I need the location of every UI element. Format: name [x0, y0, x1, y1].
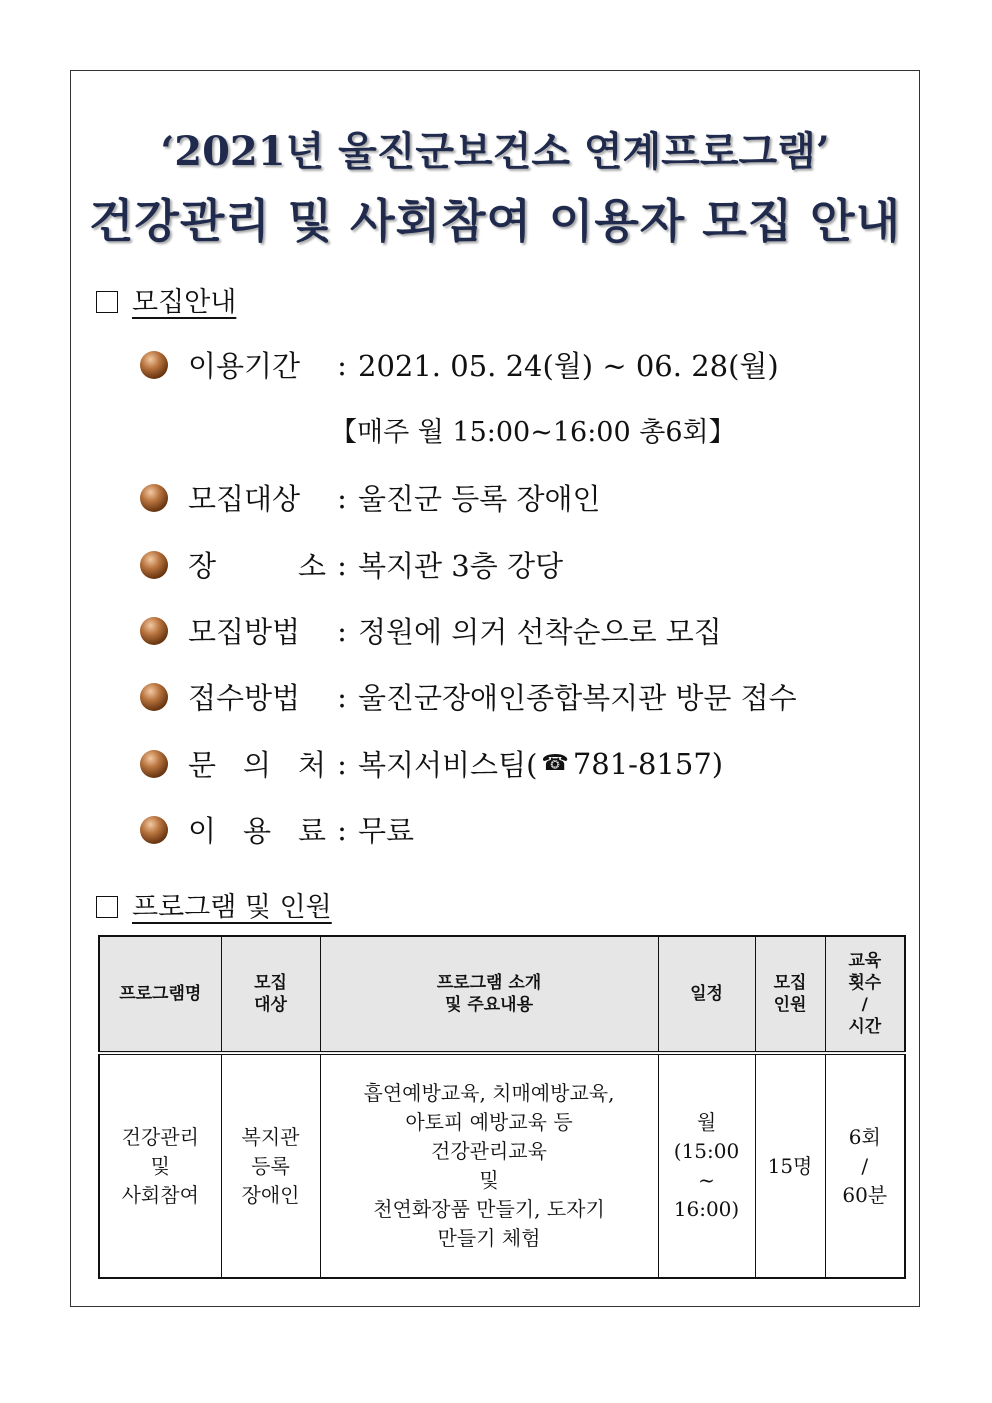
- telephone-icon: ☎: [541, 751, 569, 776]
- cell-program-name: 건강관리 및 사회참여: [99, 1053, 221, 1278]
- table-row: [99, 1053, 905, 1278]
- info-item-place: 장 소 : 복지관 3층 강당: [140, 544, 563, 585]
- info-value: 울진군 등록 장애인: [358, 482, 601, 516]
- cell-schedule: 월 (15:00 ~ 16:00): [658, 1053, 755, 1278]
- header-program-name: 프로그램명: [99, 936, 221, 1053]
- cell-capacity: 15명: [755, 1053, 825, 1278]
- bullet-icon: [140, 750, 168, 778]
- header-target: 모집 대상: [221, 936, 320, 1053]
- cell-sessions: 6회 / 60분: [825, 1053, 905, 1278]
- title-line-2: 건강관리 및 사회참여 이용자 모집 안내: [88, 194, 902, 248]
- header-capacity: 모집 인원: [755, 936, 825, 1053]
- info-item-method: 모집방법 : 정원에 의거 선착순으로 모집: [140, 610, 722, 651]
- bullet-icon: [140, 351, 168, 379]
- cell-description: 흡연예방교육, 치매예방교육, 아토피 예방교육 등 건강관리교육 및 천연화장품 만들기, 도자기 만들기 체험: [320, 1053, 658, 1278]
- title-line-1: ‘2021년 울진군보건소 연계프로그램’: [160, 128, 830, 175]
- info-item-reception: 접수방법 : 울진군장애인종합복지관 방문 접수: [140, 676, 797, 717]
- program-table: [98, 935, 906, 1279]
- section-heading-recruitment: 모집안내: [96, 280, 236, 319]
- info-value-prefix: 복지서비스팀(: [358, 748, 538, 782]
- header-description: 프로그램 소개 및 주요내용: [320, 936, 658, 1053]
- info-value-suffix: 781-8157): [572, 746, 724, 781]
- bullet-icon: [140, 551, 168, 579]
- cell-target: 복지관 등록 장애인: [221, 1053, 320, 1278]
- bullet-icon: [140, 484, 168, 512]
- info-item-contact: 문 의 처 : 복지서비스팀( ☎ 781-8157): [140, 743, 723, 784]
- info-item-target: 모집대상 : 울진군 등록 장애인: [140, 477, 601, 518]
- info-item-period: 이용기간 : 2021. 05. 24(월) ~ 06. 28(월): [140, 344, 779, 385]
- bullet-icon: [140, 816, 168, 844]
- bullet-icon: [140, 683, 168, 711]
- info-value: 울진군장애인종합복지관 방문 접수: [358, 681, 797, 715]
- info-value: 정원에 의거 선착순으로 모집: [358, 615, 722, 649]
- section-heading-program: 프로그램 및 인원: [96, 885, 332, 924]
- checkbox-square-icon: [96, 896, 118, 918]
- checkbox-square-icon: [96, 291, 118, 313]
- schedule-note: 【매주 월 15:00~16:00 총6회】: [330, 417, 736, 448]
- table-header-row: [99, 936, 905, 1053]
- info-value: 2021. 05. 24(월) ~ 06. 28(월): [358, 349, 779, 383]
- info-item-fee: 이 용 료 : 무료: [140, 809, 414, 850]
- header-sessions: 교육 횟수 / 시간: [825, 936, 905, 1053]
- bullet-icon: [140, 617, 168, 645]
- header-schedule: 일정: [658, 936, 755, 1053]
- info-value: 복지관 3층 강당: [358, 549, 563, 583]
- info-value: 무료: [358, 814, 415, 848]
